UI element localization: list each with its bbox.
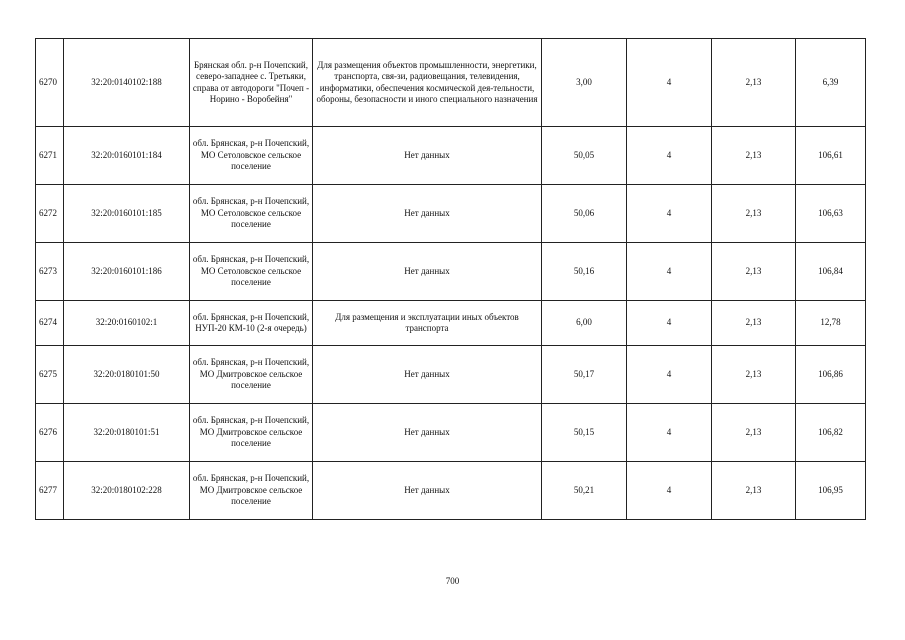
category: 4	[627, 127, 712, 185]
cadastral-number: 32:20:0180101:50	[64, 346, 190, 404]
area: 50,21	[542, 462, 627, 520]
category: 4	[627, 243, 712, 301]
cadastral-number: 32:20:0160101:184	[64, 127, 190, 185]
value: 106,84	[796, 243, 866, 301]
table-row	[36, 301, 866, 346]
page-number: 700	[445, 576, 460, 586]
value: 106,61	[796, 127, 866, 185]
value: 106,82	[796, 404, 866, 462]
table-row	[36, 185, 866, 243]
table-row	[36, 404, 866, 462]
address: обл. Брянская, р-н Почепский, МО Дмитровское сельское поселение	[190, 462, 313, 520]
area: 50,17	[542, 346, 627, 404]
area: 3,00	[542, 39, 627, 127]
rate: 2,13	[712, 127, 796, 185]
permitted-use: Нет данных	[313, 404, 542, 462]
row-number: 6270	[36, 39, 64, 127]
rate: 2,13	[712, 185, 796, 243]
rate: 2,13	[712, 404, 796, 462]
area: 50,06	[542, 185, 627, 243]
cadastral-number: 32:20:0160101:186	[64, 243, 190, 301]
rate: 2,13	[712, 346, 796, 404]
category: 4	[627, 346, 712, 404]
cadastral-number: 32:20:0180102:228	[64, 462, 190, 520]
permitted-use: Нет данных	[313, 243, 542, 301]
land-registry-table	[35, 38, 866, 520]
category: 4	[627, 462, 712, 520]
address: обл. Брянская, р-н Почепский, МО Сетоловское сельское поселение	[190, 243, 313, 301]
area: 50,16	[542, 243, 627, 301]
value: 6,39	[796, 39, 866, 127]
address: обл. Брянская, р-н Почепский, НУП-20 КМ-10 (2-я очередь)	[190, 301, 313, 346]
category: 4	[627, 301, 712, 346]
address: обл. Брянская, р-н Почепский, МО Дмитровское сельское поселение	[190, 404, 313, 462]
value: 106,63	[796, 185, 866, 243]
permitted-use: Нет данных	[313, 346, 542, 404]
cadastral-number: 32:20:0160102:1	[64, 301, 190, 346]
table-row	[36, 127, 866, 185]
address: обл. Брянская, р-н Почепский, МО Сетоловское сельское поселение	[190, 127, 313, 185]
value: 12,78	[796, 301, 866, 346]
value: 106,86	[796, 346, 866, 404]
row-number: 6271	[36, 127, 64, 185]
table-row	[36, 462, 866, 520]
value: 106,95	[796, 462, 866, 520]
permitted-use: Для размещения объектов промышленности, энергетики, транспорта, свя-зи, радиовещания, телевидения, информатики, обеспечения космической дея-тельности, обороны, безопасности и иного специального назначения	[313, 39, 542, 127]
address: обл. Брянская, р-н Почепский, МО Дмитровское сельское поселение	[190, 346, 313, 404]
row-number: 6272	[36, 185, 64, 243]
rate: 2,13	[712, 301, 796, 346]
table-row	[36, 39, 866, 127]
row-number: 6277	[36, 462, 64, 520]
row-number: 6275	[36, 346, 64, 404]
area: 50,15	[542, 404, 627, 462]
permitted-use: Нет данных	[313, 462, 542, 520]
category: 4	[627, 39, 712, 127]
rate: 2,13	[712, 462, 796, 520]
address: обл. Брянская, р-н Почепский, МО Сетоловское сельское поселение	[190, 185, 313, 243]
permitted-use: Для размещения и эксплуатации иных объектов транспорта	[313, 301, 542, 346]
rate: 2,13	[712, 39, 796, 127]
address: Брянская обл. р-н Почепский, северо-западнее с. Третьяки, справа от автодороги "Почеп - Норино - Воробейня"	[190, 39, 313, 127]
row-number: 6273	[36, 243, 64, 301]
rate: 2,13	[712, 243, 796, 301]
cadastral-number: 32:20:0180101:51	[64, 404, 190, 462]
category: 4	[627, 404, 712, 462]
row-number: 6276	[36, 404, 64, 462]
area: 50,05	[542, 127, 627, 185]
cadastral-number: 32:20:0160101:185	[64, 185, 190, 243]
category: 4	[627, 185, 712, 243]
row-number: 6274	[36, 301, 64, 346]
cadastral-number: 32:20:0140102:188	[64, 39, 190, 127]
permitted-use: Нет данных	[313, 127, 542, 185]
area: 6,00	[542, 301, 627, 346]
permitted-use: Нет данных	[313, 185, 542, 243]
table-row	[36, 346, 866, 404]
table-row	[36, 243, 866, 301]
